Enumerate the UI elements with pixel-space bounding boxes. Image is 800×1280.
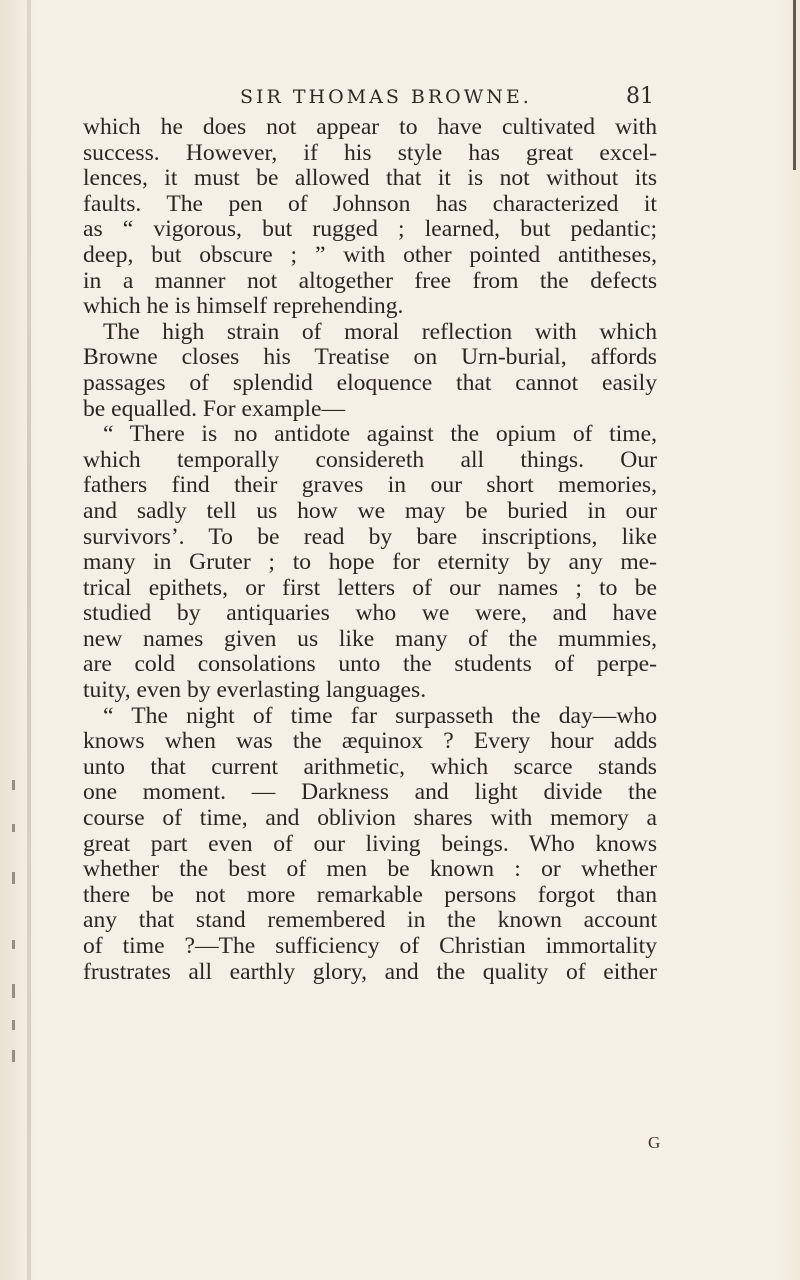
text-line: many in Gruter ; to hope for eternity by any me- [83,549,657,576]
text-line: “ The night of time far surpasseth the day—who [103,702,657,729]
text-line: as “ vigorous, but rugged ; learned, but pedantic; [83,216,657,243]
text-line: Browne closes his Treatise on Urn-burial, affords [83,344,657,371]
text-line: which he does not appear to have cultivated with [83,114,657,140]
text-line: new names given us like many of the mummies, [83,625,657,652]
signature-mark: G [648,1133,661,1152]
text-line: frustrates all earthly glory, and the quality of either [83,958,657,985]
text-line: and sadly tell us how we may be buried in our [83,497,657,524]
page-gutter [0,0,38,1280]
text-line: success. However, if his style has great excel- [83,139,657,166]
text-line: knows when was the æquinox ? Every hour adds [83,728,657,755]
text-line: deep, but obscure ; ” with other pointed antitheses, [83,241,657,268]
text-line: great part even of our living beings. Who knows [83,830,657,857]
text-line: faults. The pen of Johnson has characterized it [83,190,657,217]
gutter-marks [12,780,26,1060]
text-line: tuity, even by everlasting languages. [83,677,427,704]
binding-edge [27,0,31,1280]
text-line: in a manner not altogether free from the defects [83,267,657,294]
text-line: there be not more remarkable persons forgot than [83,881,657,908]
page-number: 81 [626,84,654,109]
text-line: are cold consolations unto the students of perpe- [83,651,657,678]
text-line: fathers find their graves in our short memories, [83,472,657,499]
text-line: course of time, and oblivion shares with memory a [83,805,657,832]
text-line: which temporally considereth all things. Our [83,446,657,473]
text-line: any that stand remembered in the known account [83,907,657,934]
text-line: of time ?—The sufficiency of Christian immortality [83,933,657,959]
text-line: passages of splendid eloquence that cannot easily [83,369,657,396]
text-line: be equalled. For example— [83,395,346,422]
text-line: The high strain of moral reflection with which [103,318,657,345]
text-line: unto that current arithmetic, which scarce stands [83,753,657,780]
text-line: trical epithets, or first letters of our names ; to be [83,574,657,601]
text-line: whether the best of men be known : or whether [83,856,657,883]
text-line: studied by antiquaries who we were, and have [83,600,657,627]
text-line: “ There is no antidote against the opium of time, [103,421,657,448]
page-right-edge [778,0,800,1280]
right-edge-shadow [793,0,796,170]
text-line: one moment. — Darkness and light divide the [83,779,657,806]
page-header [84,84,654,114]
body-text [83,115,657,985]
text-line: lences, it must be allowed that it is not without its [83,165,657,192]
text-line: which he is himself reprehending. [83,293,404,320]
running-head: SIR THOMAS BROWNE. [240,86,532,108]
text-line: survivors’. To be read by bare inscriptions, like [83,523,657,550]
